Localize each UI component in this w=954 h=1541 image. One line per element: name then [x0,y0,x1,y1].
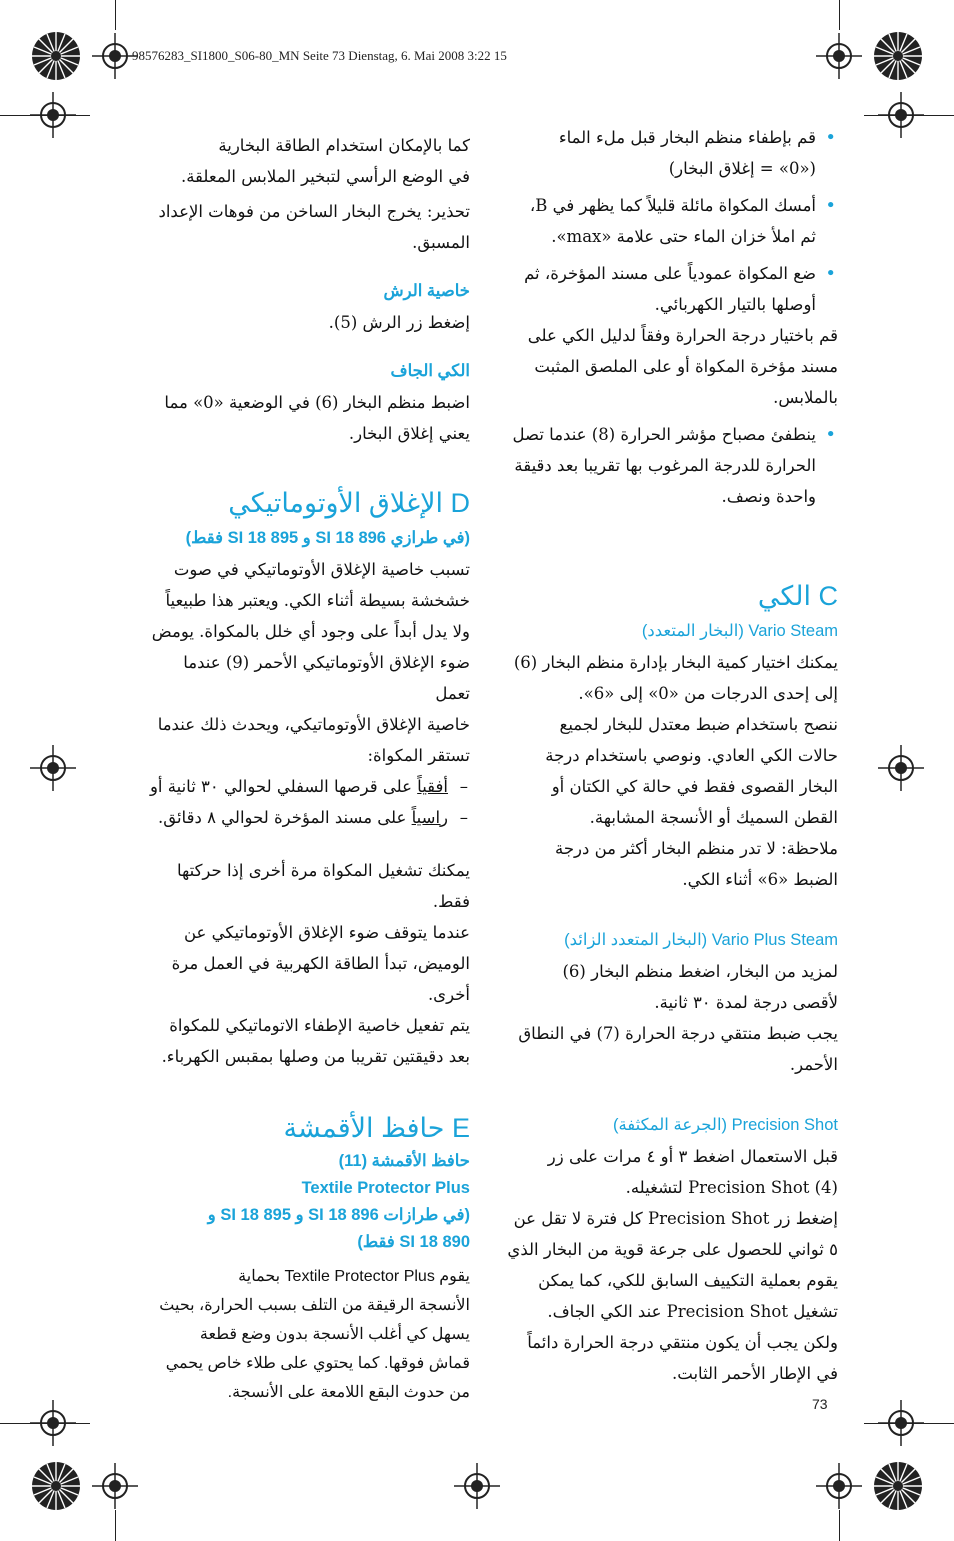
subheading-models-d: (في طرازي SI 18 896 و SI 18 895 فقط) [185,529,470,547]
subheading-precision-shot: Precision Shot (الجرعة المكثفة) [612,1116,838,1134]
paragraph [497,1141,838,1389]
subheading-textile-protector [148,1148,470,1256]
bullet-item [497,190,838,252]
text-line: عندما يتوقف ضوء الإغلاق الأوتوماتيكي عن [184,923,470,942]
text-line: ننصح باستخدام ضبط معتدل للبخار لجميع [559,715,838,734]
registration-target-icon [30,745,76,791]
crop-line [864,1423,954,1424]
paragraph [148,130,470,192]
text-line: حالات الكي العادي. ونوصي باستخدام درجة [545,746,838,765]
text-line: تحذير: يخرج البخار الساخن من فوهات الإعداد [158,202,470,221]
paragraph [148,387,470,449]
text-line: • قم بإطفاء منظم البخار قبل ملء الماء [558,128,816,147]
text-line: خشخشة بسيطة أثناء الكي. ويعتبر هذا طبيعياً [165,591,470,610]
color-wheel-icon [872,1460,924,1512]
registration-target-icon [454,1463,500,1509]
underlined-term: أفقياً [417,777,448,796]
registration-target-icon [92,1463,138,1509]
bullet-item [497,122,838,184]
page-number: 73 [812,1396,828,1412]
color-wheel-icon [30,1460,82,1512]
text-line: في الإطار الأحمر الثابت. [672,1364,838,1383]
text-line: تسبب خاصية الإغلاق الأوتوماتيكي في صوت [173,560,470,579]
paragraph [148,855,470,1072]
print-slug-header: 98576283_SI1800_S06-80_MN Seite 73 Dienstag, 6. Mai 2008 3:22 15 [132,48,507,63]
bullet-item [497,258,838,320]
registration-target-icon [816,1463,862,1509]
text-line: واحدة ونصف. [721,487,816,506]
left-column [148,130,470,1407]
text-line: خاصية الإغلاق الأوتوماتيكي، ويحدث ذلك عندما [157,715,470,734]
section-heading-c: C الكي [757,581,838,611]
text-line: إلى إحدى الدرجات من «0» إلى «6». [578,684,838,703]
text-line: حافظ الأقمشة (11) [338,1152,470,1170]
text-line: لمزيد من البخار، اضغط منظم البخار (6) [562,962,838,981]
underlined-term: راسياً [411,808,448,827]
text-line: اضبط منظم البخار (6) في الوضعية «0» مما [164,393,470,412]
crop-line [0,115,90,116]
text-line: يمكنك اختيار كمية البخار بإدارة منظم البخار (6) [513,653,838,672]
registration-target-icon [878,745,924,791]
text-line: ولكن يجب أن يكون منتقي درجة الحرارة دائماً [527,1333,838,1352]
text-line: ولا يدل أبداً على وجود أي خلل بالمكواة. يومض [151,622,470,641]
crop-line [839,0,840,30]
text-line: أخرى. [427,985,470,1004]
text-line: الأنسجة الرقيقة من التلف بسبب الحرارة، بحيث [159,1297,470,1314]
subheading-spray: خاصية الرش [383,282,470,300]
text-line: Precision Shot (4) لتشغيله. [625,1178,838,1197]
text-line: يقوم Textile Protector Plus بحماية [238,1268,470,1285]
text-line: لأقصى درجة لمدة ٣٠ ثانية. [654,993,838,1012]
crop-line [0,1423,90,1424]
registration-target-icon [816,33,862,79]
section-heading-d: D الإغلاق الأوتوماتيكي [228,488,470,518]
text-line: • أمسك المكواة مائلة قليلاً كما يظهر في B، [529,196,816,215]
text-line: ٥ ثواني للحصول على جرعة قوية من البخار الذي [507,1240,838,1259]
text-line: قم باختيار درجة الحرارة وفقاً لدليل الكي على [527,326,838,345]
paragraph [497,956,838,1080]
text-line: يمكنك تشغيل المكواة مرة أخرى إذا حركتها فقط. [176,861,470,911]
warning-paragraph [148,196,470,258]
text-line: • ينطفئ مصباح مؤشر الحرارة (8) عندما تصل [512,425,816,444]
text-line: أوصلها بالتيار الكهربائي. [654,295,816,314]
text-line: بعد دقيقتين تقريبا من وصلها بمقبس الكهرباء. [161,1047,470,1066]
crop-line [115,1510,116,1541]
color-wheel-icon [30,30,82,82]
text-line: إضغط زر Precision Shot كل فترة لا تقل عن [513,1209,838,1228]
crop-line [864,115,954,116]
text-line: إضغط زر الرش (5). [328,313,470,332]
text-line: بالملابس. [773,388,838,407]
text-line: يجب ضبط منتقي درجة الحرارة (7) في النطاق [518,1024,838,1043]
text-line: ضوء الإغلاق الأوتوماتيكي الأحمر (9) عندما تعمل [183,653,470,703]
paragraph [497,647,838,895]
text-line: الأحمر. [789,1055,838,1074]
crop-line [115,0,116,30]
text-line: ملاحظة: لا تدر منظم البخار أكثر من درجة [554,839,838,858]
crop-line [839,1510,840,1541]
dash-item [148,771,470,802]
text-line: تشغيل Precision Shot عند الكي الجاف. [547,1302,838,1321]
text-line: على مسند المؤخرة لحوالي ٨ دقائق. [157,808,412,827]
text-line: قبل الاستعمال اضغط ٣ أو ٤ مرات على زر [547,1147,838,1166]
text-line: (في طرازات SI 18 896 و SI 18 895 و [207,1206,470,1224]
paragraph [148,1262,470,1407]
text-line: يسهل كي أغلب الأنسجة بدون وضع قطعة [199,1326,470,1343]
text-line: الحرارة للدرجة المرغوب بها تقريبا بعد دقيقة [514,456,816,475]
text-line: ثم املأ خزان الماء حتى علامة «max». [551,227,816,246]
bullet-item [497,419,838,512]
text-line: من حدوث البقع اللامعة على الأنسجة. [227,1384,470,1401]
subheading-dry-ironing: الكي الجاف [390,362,470,380]
text-line: Textile Protector Plus [301,1179,470,1197]
text-line: كما بالإمكان استخدام الطاقة البخارية [218,136,470,155]
text-line: في الوضع الرأسي لتبخير الملابس المعلقة. [180,167,470,186]
text-line: قماش فوقها. كما يحتوي على طلاء خاص يحمي [165,1355,470,1372]
text-line: يعني إغلاق البخار. [348,424,470,443]
text-line: («0» = إغلاق البخار) [668,159,816,178]
text-line: القطن السميك أو الأنسجة المشابهة. [589,808,838,827]
text-line: البخار القصوى فقط في حالة كي الكتان أو [551,777,838,796]
color-wheel-icon [872,30,924,82]
text-line: المسبق. [412,233,470,252]
section-heading-e: E حافظ الأقمشة [283,1113,470,1143]
subheading-vario-plus-steam: Vario Plus Steam (البخار المتعدد الزائد) [564,931,838,949]
subheading-vario-steam: Vario Steam (البخار المتعدد) [641,622,838,640]
text-line: SI 18 890 فقط) [357,1233,470,1251]
text-line: يتم تفعيل خاصية الإطفاء الاتوماتيكي للمكواة [169,1016,470,1035]
text-line: • ضع المكواة عمودياً على مسند المؤخرة، ثم [524,264,816,283]
text-line: مسند مؤخرة المكواة أو على الملصق المثبت [534,357,838,376]
text-line: تستقر المكواة: [367,746,470,765]
text-line: الوميض، تبدأ الطاقة الكهربية في العمل مرة [171,954,470,973]
text-line: الضبط «6» أثناء الكي. [682,870,838,889]
paragraph [497,320,838,413]
paragraph [148,554,470,771]
right-column [497,122,838,1389]
text-line: على قرصها السفلي لحوالي ٣٠ ثانية أو [149,777,418,796]
text-line: يقوم بعملية التكييف السابق للكي، كما يمكن [538,1271,838,1290]
dash-item [148,802,470,833]
